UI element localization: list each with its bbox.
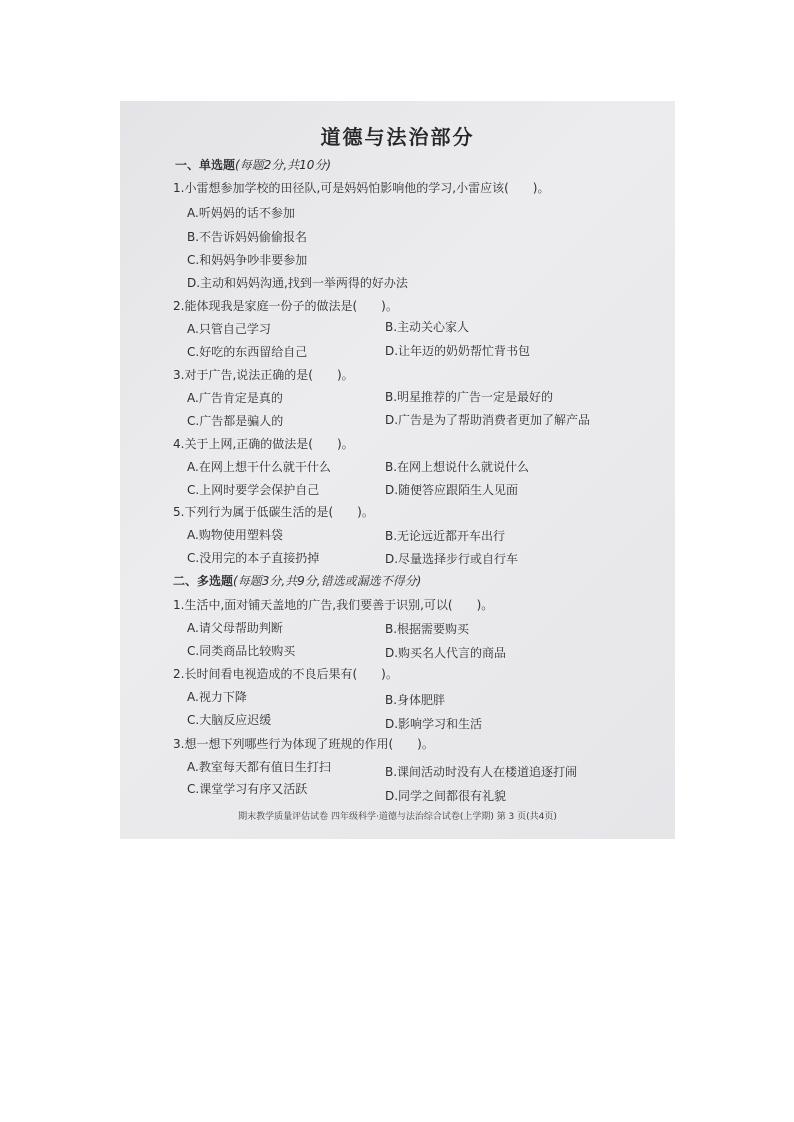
question-option: D.让年迈的奶奶帮忙背书包 <box>385 344 531 358</box>
question-option: D.广告是为了帮助消费者更加了解产品 <box>385 413 591 427</box>
exam-page-photo <box>120 101 675 839</box>
question-stem: 5.下列行为属于低碳生活的是( )。 <box>173 505 374 519</box>
question-option: B.无论远近都开车出行 <box>385 529 506 543</box>
question-option: C.没用完的本子直接扔掉 <box>187 551 320 565</box>
question-stem: 3.对于广告,说法正确的是( )。 <box>173 368 354 382</box>
question-option: A.视力下降 <box>187 690 247 704</box>
question-option: C.好吃的东西留给自己 <box>187 345 308 359</box>
question-option: B.根据需要购买 <box>385 622 470 636</box>
question-stem: 2.能体现我是家庭一份子的做法是( )。 <box>173 299 398 313</box>
question-option: D.购买名人代言的商品 <box>385 646 507 660</box>
question-option: C.广告都是骗人的 <box>187 414 284 428</box>
page-title: 道德与法治部分 <box>320 125 475 149</box>
question-option: B.在网上想说什么就说什么 <box>385 460 530 474</box>
section-heading-multi-choice <box>173 574 421 588</box>
page-footer: 期末教学质量评估试卷 四年级科学·道德与法治综合试卷(上学期) 第 3 页(共4页) <box>238 812 557 822</box>
question-stem: 4.关于上网,正确的做法是( )。 <box>173 437 354 451</box>
question-option: C.课堂学习有序又活跃 <box>187 782 308 796</box>
question-option: B.明星推荐的广告一定是最好的 <box>385 390 554 404</box>
question-option: B.不告诉妈妈偷偷报名 <box>187 230 308 244</box>
question-option: D.随便答应跟陌生人见面 <box>385 483 519 497</box>
question-option: A.听妈妈的话不参加 <box>187 206 295 220</box>
question-stem: 1.生活中,面对铺天盖地的广告,我们要善于识别,可以( )。 <box>173 598 494 612</box>
question-option: B.身体肥胖 <box>385 693 446 707</box>
question-option: A.只管自己学习 <box>187 322 271 336</box>
question-stem: 3.想一想下列哪些行为体现了班规的作用( )。 <box>173 737 434 751</box>
section-heading-label: 二、多选题 <box>173 574 234 588</box>
section-heading-note: (每题3分,共9分,错选或漏选不得分) <box>233 574 422 588</box>
question-option: A.广告肯定是真的 <box>187 391 283 405</box>
question-option: C.和妈妈争吵非要参加 <box>187 253 308 267</box>
question-option: C.大脑反应迟缓 <box>187 713 272 727</box>
question-option: C.同类商品比较购买 <box>187 644 296 658</box>
question-option: D.影响学习和生活 <box>385 717 483 731</box>
section-heading-note: (每题2分,共10分) <box>235 158 332 172</box>
section-heading-label: 一、单选题 <box>175 158 236 172</box>
question-option: B.课间活动时没有人在楼道追逐打闹 <box>385 765 578 779</box>
question-option: D.同学之间都很有礼貌 <box>385 789 507 803</box>
section-heading-single-choice <box>175 158 331 172</box>
question-option: A.购物使用塑料袋 <box>187 528 283 542</box>
question-option: C.上网时要学会保护自己 <box>187 483 320 497</box>
question-option: A.请父母帮助判断 <box>187 621 283 635</box>
question-stem: 2.长时间看电视造成的不良后果有( )。 <box>173 667 398 681</box>
question-option: D.尽量选择步行或自行车 <box>385 552 519 566</box>
question-option: B.主动关心家人 <box>385 320 470 334</box>
question-stem: 1.小雷想参加学校的田径队,可是妈妈怕影响他的学习,小雷应该( )。 <box>173 181 550 195</box>
question-option: A.在网上想干什么就干什么 <box>187 460 331 474</box>
question-option: D.主动和妈妈沟通,找到一举两得的好办法 <box>187 276 408 290</box>
question-option: A.教室每天都有值日生打扫 <box>187 760 331 774</box>
